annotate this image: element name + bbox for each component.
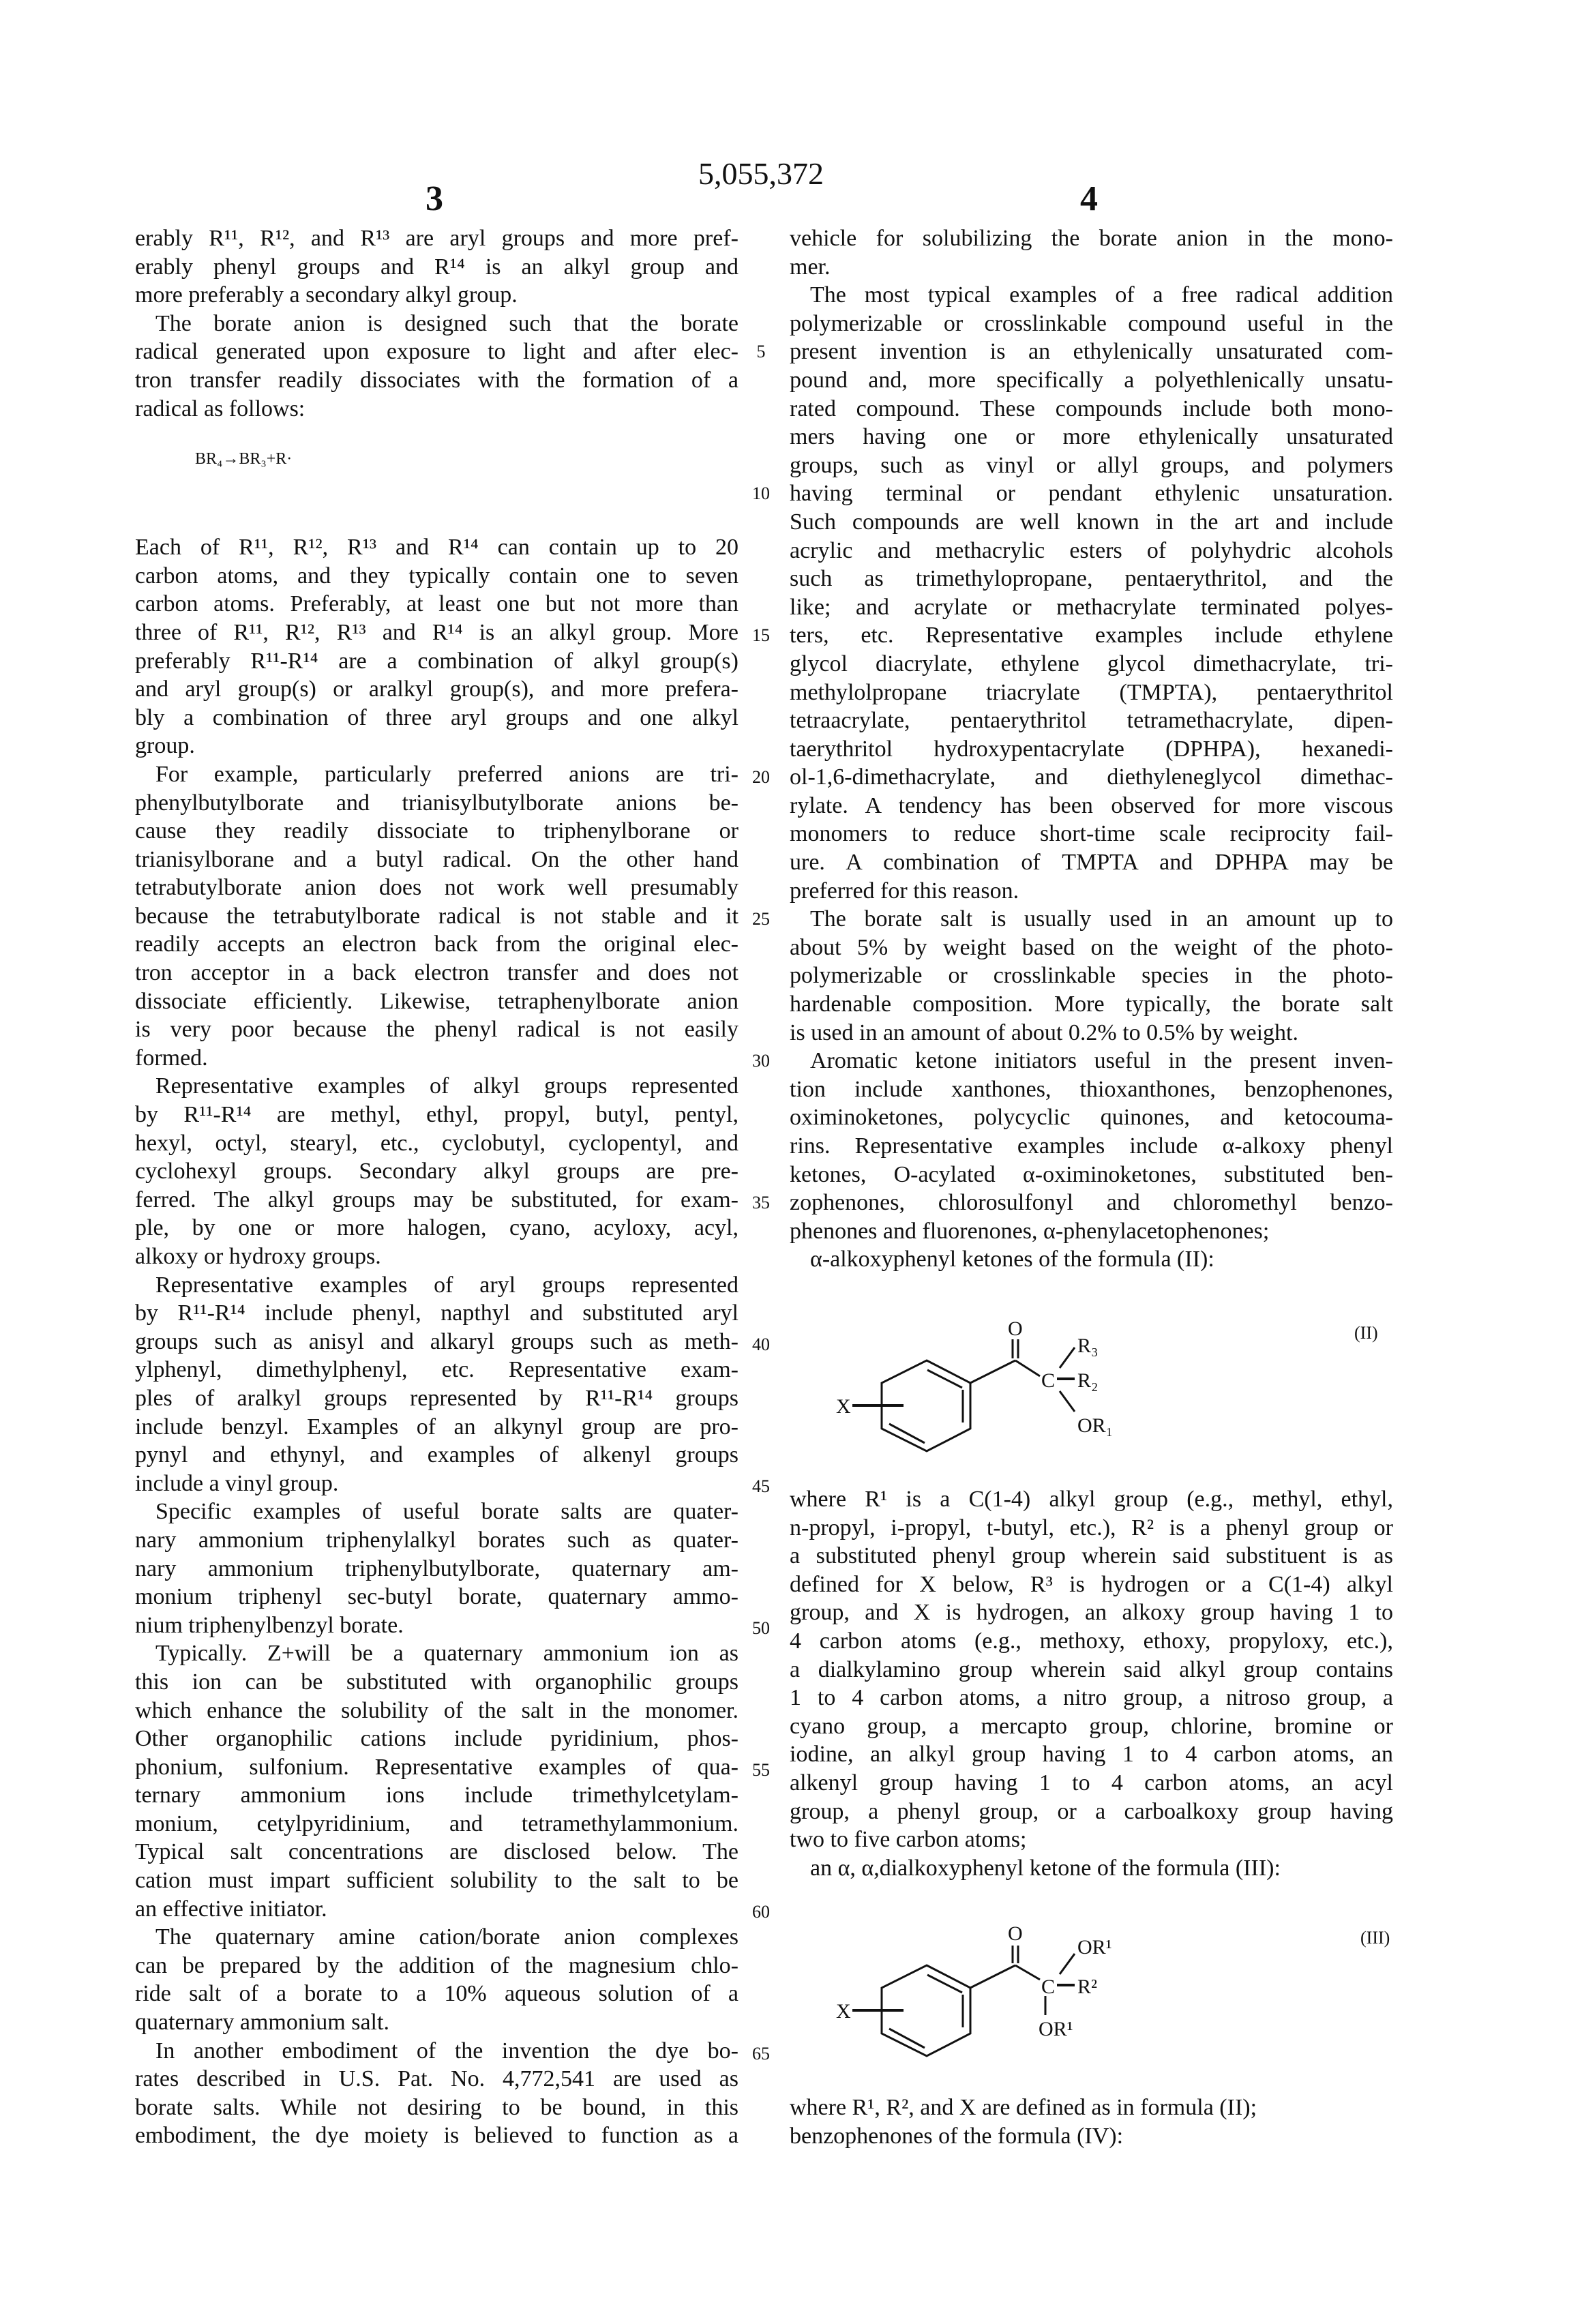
text-line: trianisylborane and a butyl radical. On the other hand	[135, 846, 738, 874]
text-line: Typically. Z+will be a quaternary ammonium ion as	[135, 1639, 738, 1668]
text-line: dissociate efficiently. Likewise, tetraphenylborate anion	[135, 987, 738, 1016]
r3-label: R₃	[1077, 1335, 1098, 1357]
text-line: Aromatic ketone initiators useful in the present inven-	[790, 1047, 1393, 1075]
margin-line-number: 35	[747, 1193, 775, 1213]
or1-label: OR₁	[1077, 1414, 1113, 1437]
margin-line-number: 25	[747, 909, 775, 929]
text-line: readily accepts an electron back from the original elec-	[135, 930, 738, 959]
formula-number: (III)	[1360, 1928, 1390, 1948]
text-line: α-alkoxyphenyl ketones of the formula (II):	[790, 1245, 1393, 1274]
text-line: ketones, O-acylated α-oximinoketones, substituted ben-	[790, 1161, 1393, 1189]
text-line: an α, α,dialkoxyphenyl ketone of the formula (III):	[790, 1854, 1393, 1883]
text-line: bly a combination of three aryl groups and one alkyl	[135, 704, 738, 732]
text-line: present invention is an ethylenically unsaturated com-	[790, 338, 1393, 366]
text-line: mers having one or more ethylenically unsaturated	[790, 423, 1393, 451]
text-line: which enhance the solubility of the salt in the monomer.	[135, 1697, 738, 1725]
text-line: cyano group, a mercapto group, chlorine, bromine or	[790, 1712, 1393, 1741]
margin-line-number: 40	[747, 1335, 775, 1355]
x-substituent-label: X	[836, 1395, 851, 1418]
text-line: glycol diacrylate, ethylene glycol dimethacrylate, tri-	[790, 650, 1393, 679]
text-line: can be prepared by the addition of the magnesium chlo-	[135, 1952, 738, 1980]
text-line: groups, such as vinyl or allyl groups, and polymers	[790, 451, 1393, 480]
text-line: ternary ammonium ions include trimethylcetylam-	[135, 1781, 738, 1810]
text-line: tion include xanthones, thioxanthones, benzophenones,	[790, 1075, 1393, 1104]
formula-II	[790, 1274, 1393, 1485]
text-line: include benzyl. Examples of an alkynyl group are pro-	[135, 1413, 738, 1442]
text-line: embodiment, the dye moiety is believed to function as a	[135, 2121, 738, 2150]
text-line: erably R¹¹, R¹², and R¹³ are aryl groups and more pref-	[135, 224, 738, 253]
text-line: taerythritol hydroxypentacrylate (DPHPA), hexanedi-	[790, 735, 1393, 764]
column-number-left: 3	[400, 179, 468, 219]
text-line: a dialkylamino group wherein said alkyl group contains	[790, 1656, 1393, 1684]
text-line: zophenones, chlorosulfonyl and chloromethyl benzo-	[790, 1189, 1393, 1217]
benzene-ring-icon	[852, 1339, 1075, 1451]
text-line: ters, etc. Representative examples include ethylene	[790, 621, 1393, 650]
text-line: rins. Representative examples include α-alkoxy phenyl	[790, 1132, 1393, 1161]
oxygen-label: O	[1008, 1922, 1023, 1945]
text-line: is used in an amount of about 0.2% to 0.5% by weight.	[790, 1019, 1393, 1047]
text-line: acrylic and methacrylic esters of polyhydric alcohols	[790, 537, 1393, 565]
text-line: cause they readily dissociate to triphenylborane or	[135, 817, 738, 846]
text-line: where R¹, R², and X are defined as in formula (II);	[790, 2094, 1393, 2122]
text-line: because the tetrabutylborate radical is not stable and it	[135, 902, 738, 931]
text-line: 1 to 4 carbon atoms, a nitro group, a nitroso group, a	[790, 1684, 1393, 1712]
or1-bottom-label: OR¹	[1039, 2018, 1073, 2040]
text-line: by R¹¹-R¹⁴ include phenyl, napthyl and substituted aryl	[135, 1299, 738, 1328]
text-line: two to five carbon atoms;	[790, 1826, 1393, 1854]
text-line: oximinoketones, polycyclic quinones, and ketocouma-	[790, 1103, 1393, 1132]
carbon-label: C	[1041, 1976, 1055, 1998]
text-line: rated compound. These compounds include both mono-	[790, 395, 1393, 423]
formula-number: (II)	[1354, 1323, 1378, 1343]
margin-line-number: 65	[747, 2044, 775, 2064]
text-line: In another embodiment of the invention the dye bo-	[135, 2037, 738, 2066]
text-line: tron transfer readily dissociates with the formation of a	[135, 366, 738, 395]
text-line: rates described in U.S. Pat. No. 4,772,541 are used as	[135, 2065, 738, 2094]
text-line: is very poor because the phenyl radical is not easily	[135, 1015, 738, 1044]
text-line: ple, by one or more halogen, cyano, acyloxy, acyl,	[135, 1214, 738, 1242]
text-line: hardenable composition. More typically, the borate salt	[790, 990, 1393, 1019]
text-line: The most typical examples of a free radical addition	[790, 281, 1393, 310]
text-line: preferred for this reason.	[790, 877, 1393, 906]
left-text-column	[135, 224, 738, 2150]
text-line: this ion can be substituted with organophilic groups	[135, 1668, 738, 1697]
text-line: carbon atoms, and they typically contain one to seven	[135, 562, 738, 591]
text-line: phenylbutylborate and trianisylbutylborate anions be-	[135, 789, 738, 818]
margin-line-number: 60	[747, 1902, 775, 1922]
text-line: hexyl, octyl, stearyl, etc., cyclobutyl, cyclopentyl, and	[135, 1129, 738, 1158]
text-line: formed.	[135, 1044, 738, 1073]
text-line: alkoxy or hydroxy groups.	[135, 1242, 738, 1271]
text-line: carbon atoms. Preferably, at least one but not more than	[135, 590, 738, 619]
text-line: For example, particularly preferred anions are tri-	[135, 760, 738, 789]
text-line: methylolpropane triacrylate (TMPTA), pentaerythritol	[790, 679, 1393, 707]
text-line: Typical salt concentrations are disclosed below. The	[135, 1838, 738, 1866]
text-line: rylate. A tendency has been observed for more viscous	[790, 792, 1393, 820]
text-line: 4 carbon atoms (e.g., methoxy, ethoxy, propyloxy, etc.),	[790, 1627, 1393, 1656]
text-line: cyclohexyl groups. Secondary alkyl groups are pre-	[135, 1157, 738, 1186]
patent-page	[0, 0, 1582, 2324]
text-line: Other organophilic cations include pyridinium, phos-	[135, 1725, 738, 1753]
carbon-label: C	[1041, 1369, 1055, 1392]
text-line: Representative examples of aryl groups represented	[135, 1271, 738, 1300]
text-line: polymerizable or crosslinkable species in the photo-	[790, 962, 1393, 990]
text-line: radical as follows:	[135, 395, 738, 423]
text-line: ples of aralkyl groups represented by R¹¹-R¹⁴ groups	[135, 1384, 738, 1413]
text-line: polymerizable or crosslinkable compound useful in the	[790, 310, 1393, 338]
column-number-right: 4	[1055, 179, 1123, 219]
text-line: borate salts. While not desiring to be bound, in this	[135, 2094, 738, 2122]
text-line: nium triphenylbenzyl borate.	[135, 1611, 738, 1640]
patent-number: 5,055,372	[0, 155, 1522, 192]
text-line: Each of R¹¹, R¹², R¹³ and R¹⁴ can contain up to 20	[135, 533, 738, 562]
margin-line-number: 10	[747, 483, 775, 504]
text-line: phenones and fluorenones, α-phenylacetophenones;	[790, 1217, 1393, 1246]
margin-line-number: 30	[747, 1051, 775, 1071]
text-line: and aryl group(s) or aralkyl group(s), and more prefera-	[135, 675, 738, 704]
text-line: pound and, more specifically a polyethlenically unsatu-	[790, 366, 1393, 395]
text-line: ferred. The alkyl groups may be substituted, for exam-	[135, 1186, 738, 1215]
text-line: alkenyl group having 1 to 4 carbon atoms, an acyl	[790, 1769, 1393, 1798]
text-line: where R¹ is a C(1-4) alkyl group (e.g., methyl, ethyl,	[790, 1485, 1393, 1514]
text-line: by R¹¹-R¹⁴ are methyl, ethyl, propyl, butyl, pentyl,	[135, 1101, 738, 1129]
text-line: The borate salt is usually used in an amount up to	[790, 905, 1393, 934]
text-line: an effective initiator.	[135, 1895, 738, 1924]
text-line: ylphenyl, dimethylphenyl, etc. Representative exam-	[135, 1356, 738, 1384]
text-line: erably phenyl groups and R¹⁴ is an alkyl group and	[135, 253, 738, 282]
text-line: nary ammonium triphenylbutylborate, quaternary am-	[135, 1555, 738, 1583]
margin-line-number: 55	[747, 1760, 775, 1781]
formula-III-structure	[805, 1920, 1391, 2083]
text-line: like; and acrylate or methacrylate terminated polyes-	[790, 593, 1393, 622]
text-line: monium, cetylpyridinium, and tetramethylammonium.	[135, 1810, 738, 1838]
text-line: n-propyl, i-propyl, t-butyl, etc.), R² is a phenyl group or	[790, 1514, 1393, 1543]
formula-III	[790, 1882, 1393, 2094]
text-line: radical generated upon exposure to light and after elec-	[135, 338, 738, 366]
margin-line-number: 50	[747, 1618, 775, 1639]
text-line: more preferably a secondary alkyl group.	[135, 281, 738, 310]
margin-line-number: 5	[747, 342, 775, 362]
text-line: about 5% by weight based on the weight of the photo-	[790, 934, 1393, 962]
text-line: group.	[135, 732, 738, 760]
text-line: include a vinyl group.	[135, 1470, 738, 1498]
x-substituent-label: X	[836, 2000, 851, 2023]
text-line: The borate anion is designed such that the borate	[135, 310, 738, 338]
text-line: mer.	[790, 253, 1393, 282]
text-line: Such compounds are well known in the art and include	[790, 508, 1393, 537]
text-line: group, and X is hydrogen, an alkoxy group having 1 to	[790, 1598, 1393, 1627]
text-line: Representative examples of alkyl groups represented	[135, 1072, 738, 1101]
text-line: vehicle for solubilizing the borate anion in the mono-	[790, 224, 1393, 253]
text-line: tron acceptor in a back electron transfer and does not	[135, 959, 738, 987]
text-line: The quaternary amine cation/borate anion complexes	[135, 1923, 738, 1952]
text-line: ride salt of a borate to a 10% aqueous solution of a	[135, 1980, 738, 2008]
text-line: ure. A combination of TMPTA and DPHPA may be	[790, 848, 1393, 877]
text-line: three of R¹¹, R¹², R¹³ and R¹⁴ is an alkyl group. More	[135, 619, 738, 647]
text-line: having terminal or pendant ethylenic unsaturation.	[790, 479, 1393, 508]
text-line: such as trimethylopropane, pentaerythritol, and the	[790, 565, 1393, 593]
text-line: ol-1,6-dimethacrylate, and diethyleneglycol dimethac-	[790, 763, 1393, 792]
text-line: benzophenones of the formula (IV):	[790, 2122, 1393, 2151]
text-line: preferably R¹¹-R¹⁴ are a combination of alkyl group(s)	[135, 647, 738, 676]
text-line: group, a phenyl group, or a carboalkoxy group having	[790, 1798, 1393, 1826]
right-text-column	[790, 224, 1393, 2150]
text-line: tetrabutylborate anion does not work well presumably	[135, 874, 738, 902]
text-line: groups such as anisyl and alkaryl groups such as meth-	[135, 1328, 738, 1356]
margin-line-number: 45	[747, 1476, 775, 1497]
r2-label: R²	[1077, 1976, 1097, 1998]
text-line: nary ammonium triphenylalkyl borates such as quater-	[135, 1526, 738, 1555]
text-line: phonium, sulfonium. Representative examples of qua-	[135, 1753, 738, 1782]
oxygen-label: O	[1008, 1317, 1023, 1340]
r2-label: R₂	[1077, 1369, 1098, 1392]
text-line: iodine, an alkyl group having 1 to 4 carbon atoms, an	[790, 1740, 1393, 1769]
borate-dissociation-equation	[135, 423, 738, 533]
text-line: cation must impart sufficient solubility to the salt to be	[135, 1866, 738, 1895]
margin-line-number: 20	[747, 767, 775, 788]
equation-text: BR₄→BR₃+R·	[195, 450, 292, 468]
or1-top-label: OR¹	[1077, 1936, 1112, 1958]
text-line: Specific examples of useful borate salts are quater-	[135, 1498, 738, 1526]
formula-II-structure	[805, 1281, 1391, 1485]
text-line: a substituted phenyl group wherein said substituent is as	[790, 1542, 1393, 1570]
text-line: pynyl and ethynyl, and examples of alkenyl groups	[135, 1441, 738, 1470]
text-line: tetraacrylate, pentaerythritol tetramethacrylate, dipen-	[790, 706, 1393, 735]
margin-line-number: 15	[747, 625, 775, 646]
text-line: defined for X below, R³ is hydrogen or a C(1-4) alkyl	[790, 1570, 1393, 1599]
text-line: monomers to reduce short-time scale reciprocity fail-	[790, 820, 1393, 848]
text-line: monium triphenyl sec-butyl borate, quaternary ammo-	[135, 1583, 738, 1611]
text-line: quaternary ammonium salt.	[135, 2008, 738, 2037]
